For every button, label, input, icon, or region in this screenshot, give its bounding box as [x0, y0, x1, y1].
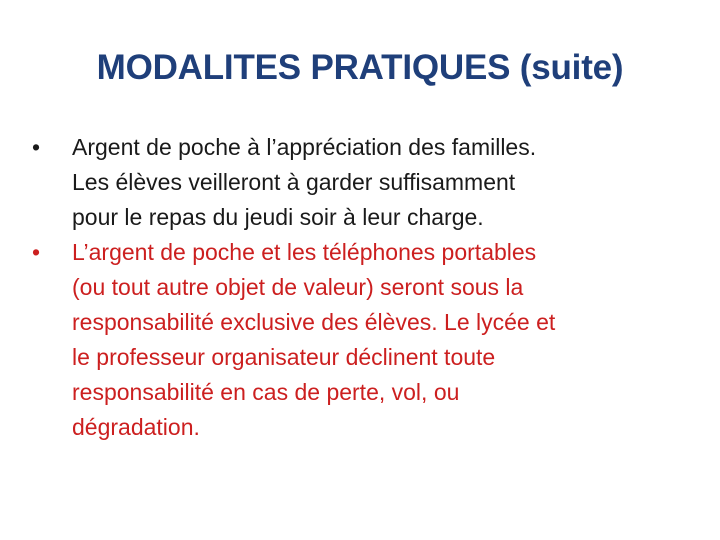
bullet-line: pour le repas du jeudi soir à leur charge.: [72, 204, 484, 230]
bullet-line: responsabilité en cas de perte, vol, ou: [72, 379, 460, 405]
bullet-line: Les élèves veilleront à garder suffisamment: [72, 169, 516, 195]
slide-content: [30, 130, 690, 445]
bullet-item-responsabilite: [30, 235, 690, 445]
bullet-list: [30, 130, 690, 445]
bullet-marker: •: [32, 239, 41, 265]
bullet-line: le professeur organisateur déclinent toute: [72, 344, 496, 370]
bullet-line: dégradation.: [72, 414, 200, 440]
bullet-marker: •: [32, 134, 41, 160]
bullet-line: L’argent de poche et les téléphones portables: [72, 239, 537, 265]
bullet-line: (ou tout autre objet de valeur) seront sous la: [72, 274, 524, 300]
bullet-line: responsabilité exclusive des élèves. Le lycée et: [72, 309, 556, 335]
slide-title: MODALITES PRATIQUES (suite): [96, 48, 624, 87]
bullet-item-argent-de-poche: [30, 130, 690, 235]
bullet-line: Argent de poche à l’appréciation des familles.: [72, 134, 537, 160]
